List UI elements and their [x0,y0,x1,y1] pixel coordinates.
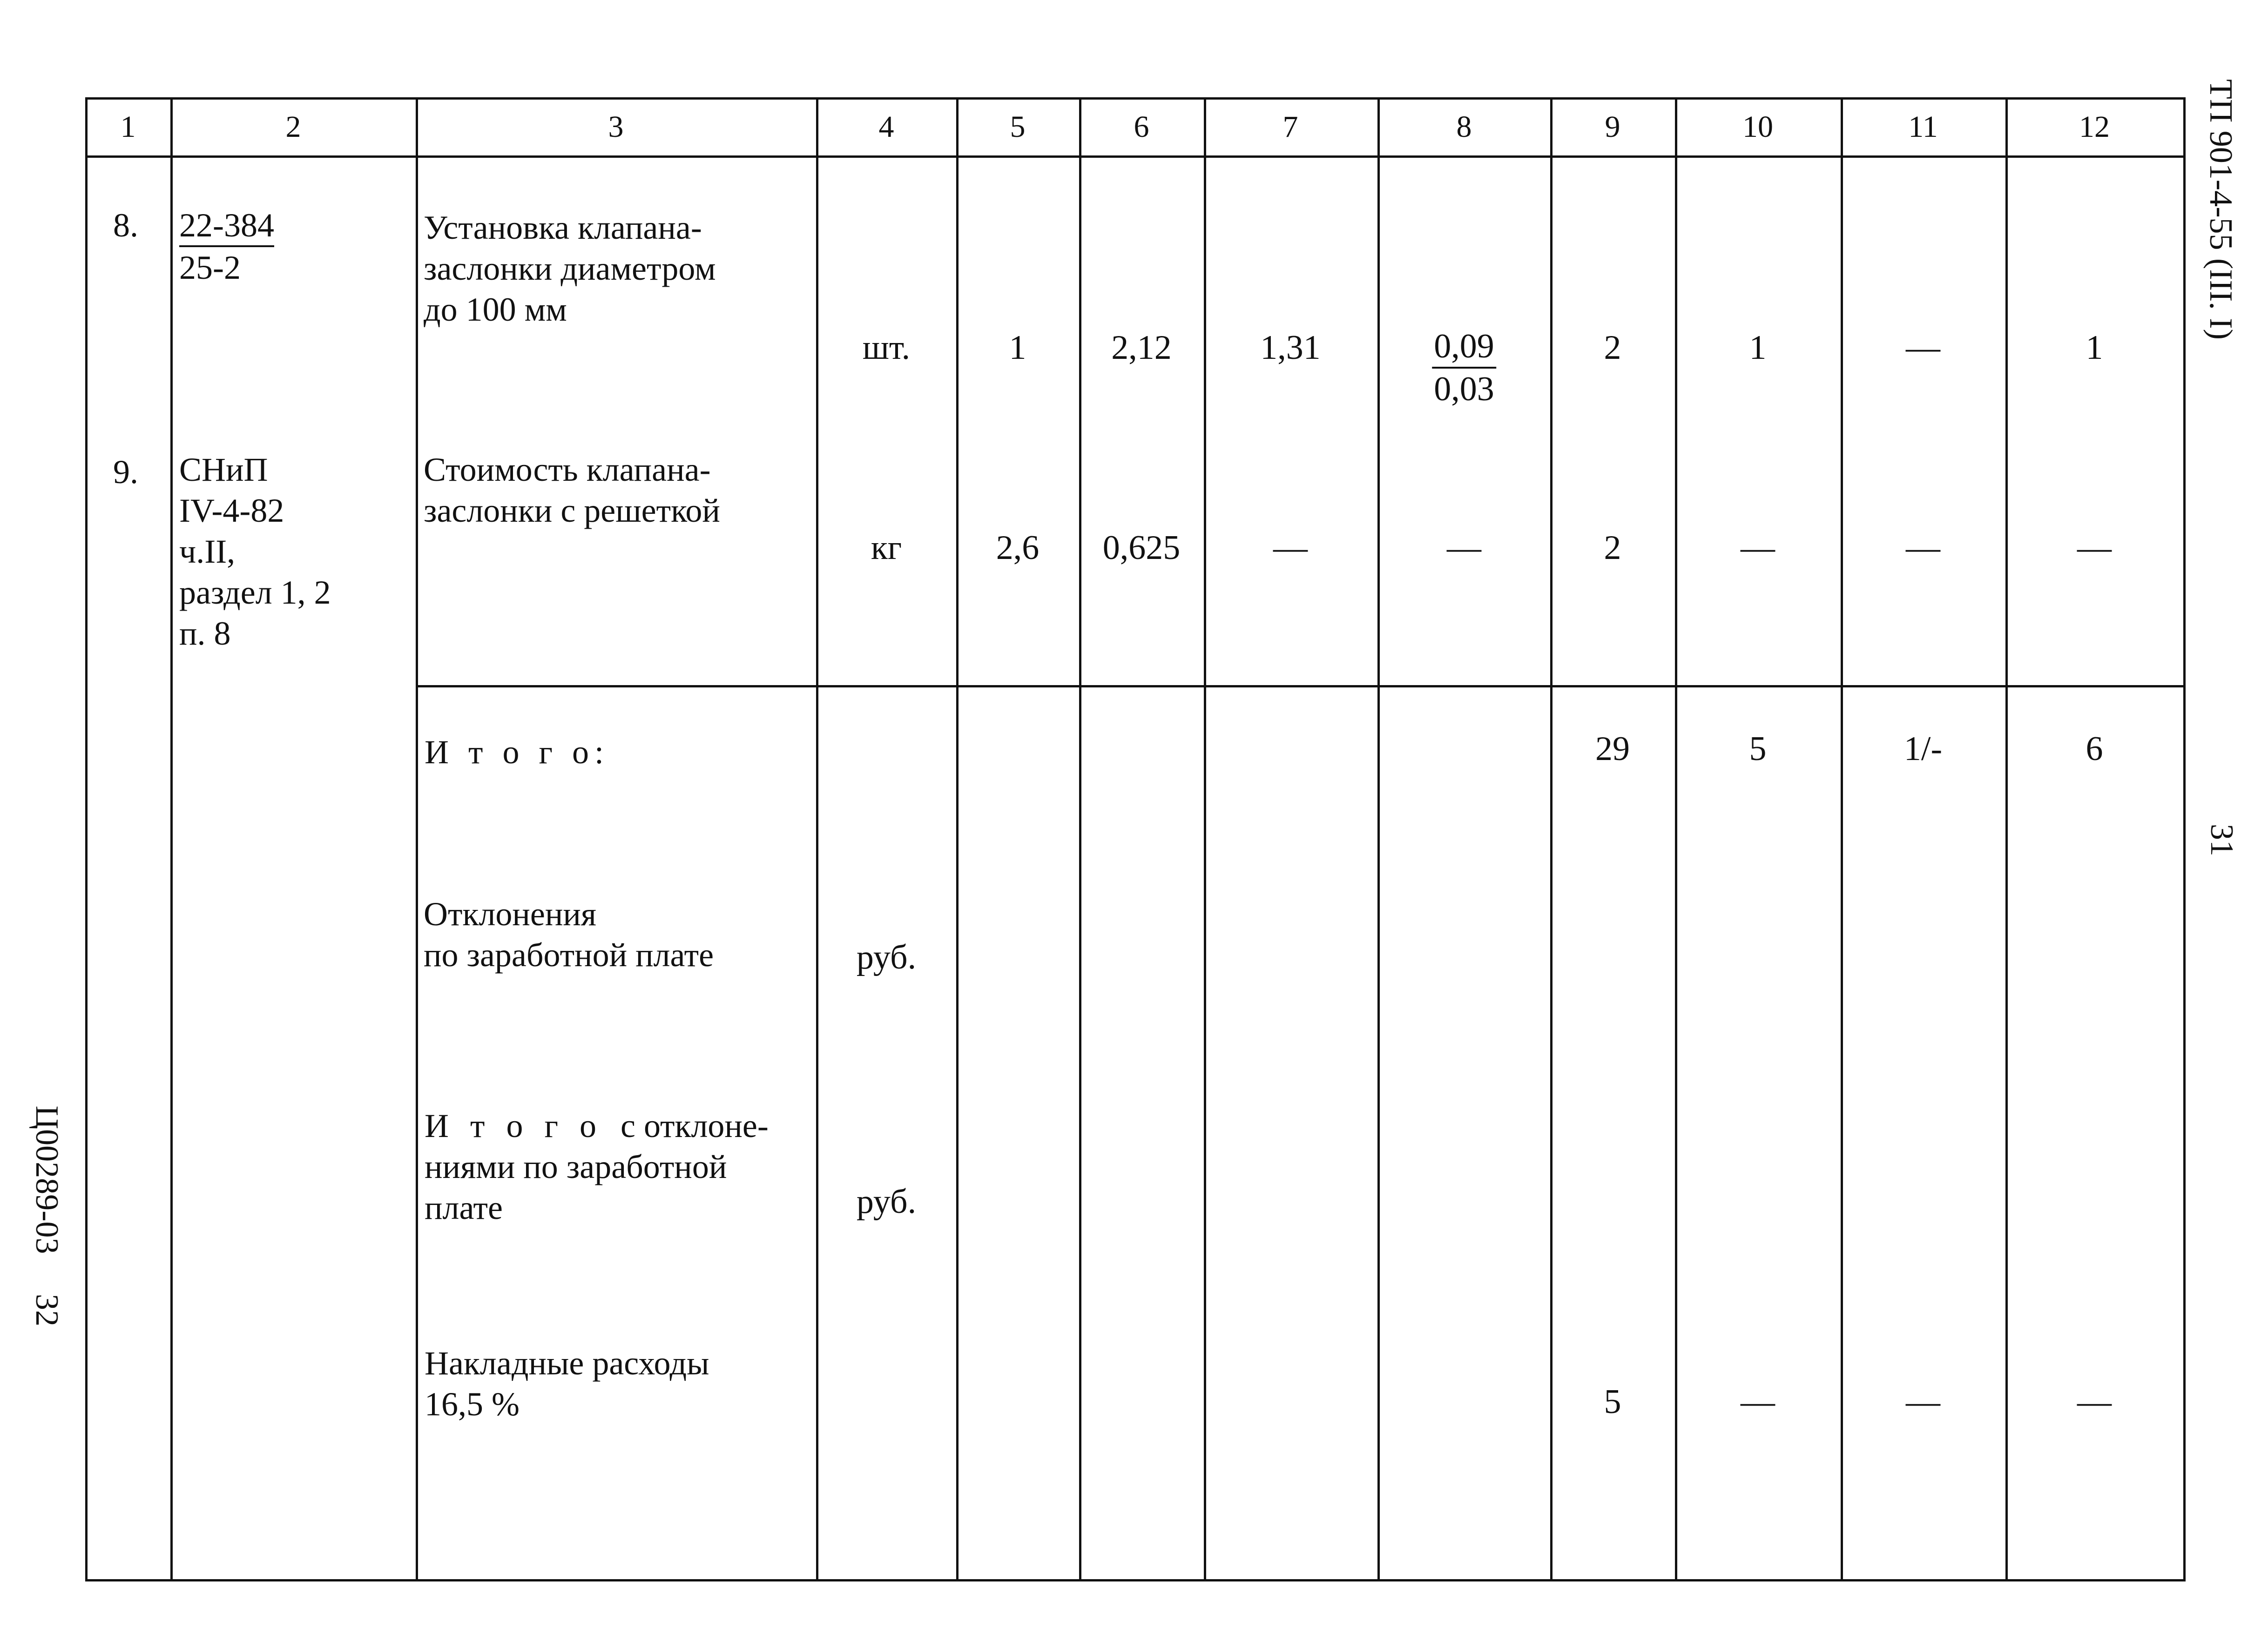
cell-col6: 0,625 [1102,529,1181,567]
cell-col9: 29 [1595,730,1630,768]
row-description: Накладные расходы 16,5 % [425,1345,709,1423]
cell-col5: 1 [1009,329,1026,367]
column-header-3: 3 [608,110,624,144]
row-description: Установка клапана- заслонки диаметром до 100 мм [424,209,716,328]
cell-col10: 1 [1749,329,1767,367]
reference-denominator: 25-2 [179,249,241,286]
cell-col7: 1,31 [1260,329,1321,367]
cell-col9: 5 [1604,1383,1621,1421]
column-header-4: 4 [878,110,894,144]
column-header-6: 6 [1134,110,1149,144]
cell-col10: — [1741,529,1775,567]
page-number-left: 32 [29,1294,65,1326]
cell-col11: — [1906,529,1940,567]
column-header-2: 2 [285,110,301,144]
total-label: И т о г о: [425,733,609,771]
unit-cell: руб. [856,1183,917,1221]
row-description: Отклонения по заработной плате [424,895,714,974]
column-header-1: 1 [120,110,136,144]
column-header-10: 10 [1742,110,1773,144]
cell-col8: — [1447,529,1481,567]
column-header-8: 8 [1456,110,1472,144]
cell-col9: 2 [1604,529,1621,567]
row-number: 9. [113,453,138,491]
reference-numerator: 22-384 [179,205,274,247]
cell-col9: 2 [1604,329,1621,367]
reference-text: СНиП IV-4-82 ч.II, раздел 1, 2 п. 8 [179,451,331,652]
cell-col10: — [1741,1383,1775,1421]
unit-cell: руб. [856,938,917,976]
unit-cell: шт. [862,329,911,367]
cell-col11: — [1906,329,1940,367]
column-header-11: 11 [1908,110,1938,144]
column-header-5: 5 [1010,110,1026,144]
cell-col7: — [1273,529,1308,567]
cell-col11: 1/- [1904,730,1943,768]
column-header-12: 12 [2079,110,2110,144]
reference-fraction [179,205,274,288]
cell-col12: — [2077,1383,2112,1421]
document-code-label: ТП 901-4-55 (ІІІ. І) [2203,79,2239,340]
cell-col12: 1 [2086,329,2103,367]
order-code-label: Ц00289-03 [29,1105,65,1254]
row-description: И т о г о с отклоне- ниями по заработной плате [425,1107,769,1226]
row-description: Стоимость клапана- заслонки с решеткой [424,451,720,529]
cell-col11: — [1906,1383,1940,1421]
cell-col8-fraction: $\frac{0,09}{0,03}$ [1432,326,1496,410]
cell-col12: 6 [2086,730,2103,768]
cell-col5: 2,6 [996,529,1040,567]
cell-col12: — [2077,529,2112,567]
unit-cell: кг [871,529,902,567]
cell-col10: 5 [1749,730,1767,768]
column-header-9: 9 [1605,110,1620,144]
column-header-7: 7 [1282,110,1298,144]
page-number-right: 31 [2204,824,2240,856]
row-number: 8. [113,207,138,244]
cell-col6: 2,12 [1111,329,1172,367]
